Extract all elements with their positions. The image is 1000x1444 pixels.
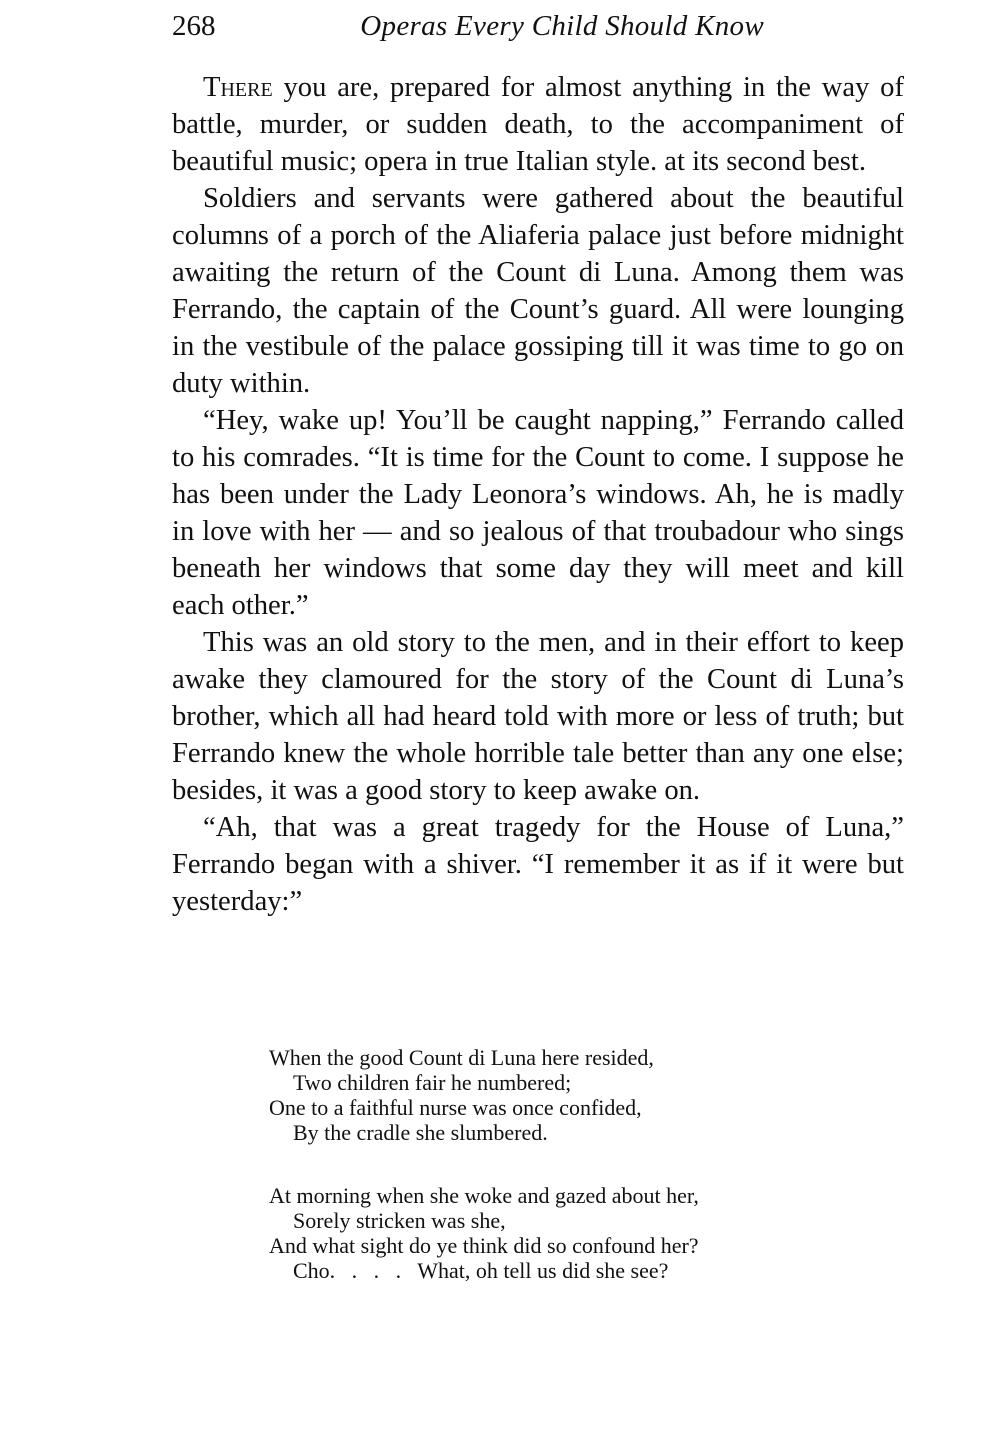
paragraph-text: you are, prepared for almost anything in the way of battle, murder, or sudden death, to the accompaniment of beautiful music; opera in true Italian style. at its second best.: [172, 72, 904, 177]
body-text: [172, 69, 904, 920]
verse-line: Two children fair he numbered;: [293, 1070, 572, 1095]
paragraph: Soldiers and servants were gathered about the beautiful columns of a porch of the Aliaferia palace just before midnight awaiting the return of the Count di Luna. Among them was Ferrando, the captain of the Count’s guard. All were lounging in the vestibule of the palace gossiping till it was time to go on duty within.: [172, 183, 904, 399]
verse-line: By the cradle she slumbered.: [293, 1120, 548, 1145]
paragraph-lead-word: There: [203, 72, 273, 103]
verse-stanza-1: [269, 1045, 849, 1145]
running-title: Operas Every Child Should Know: [360, 10, 764, 42]
verse-line: And what sight do ye think did so confound her?: [269, 1233, 699, 1258]
verse-line: Cho. . . . What, oh tell us did she see?: [293, 1258, 669, 1283]
verse-line: At morning when she woke and gazed about her,: [269, 1183, 699, 1208]
page-number: 268: [172, 10, 216, 42]
paragraph: “Hey, wake up! You’ll be caught napping,” Ferrando called to his comrades. “It is time for the Count to come. I suppose he has been under the Lady Leonora’s windows. Ah, he is madly in love with her — and so jealous of that troubadour who sings beneath her windows that some day they will meet and kill each other.”: [172, 405, 904, 621]
verse-line: When the good Count di Luna here resided,: [269, 1045, 654, 1070]
paragraph: [172, 69, 904, 180]
paragraph: This was an old story to the men, and in their effort to keep awake they clamoured for the story of the Count di Luna’s brother, which all had heard told with more or less of truth; but Ferrando knew the whole horrible tale better than any one else; besides, it was a good story to keep awake on.: [172, 627, 904, 806]
page-header: [172, 6, 764, 50]
verse-stanza-2: [269, 1183, 849, 1283]
verse-line: Sorely stricken was she,: [293, 1208, 506, 1233]
verse-line: One to a faithful nurse was once confided,: [269, 1095, 642, 1120]
paragraph: “Ah, that was a great tragedy for the House of Luna,” Ferrando began with a shiver. “I remember it as if it were but yesterday:”: [172, 812, 904, 917]
